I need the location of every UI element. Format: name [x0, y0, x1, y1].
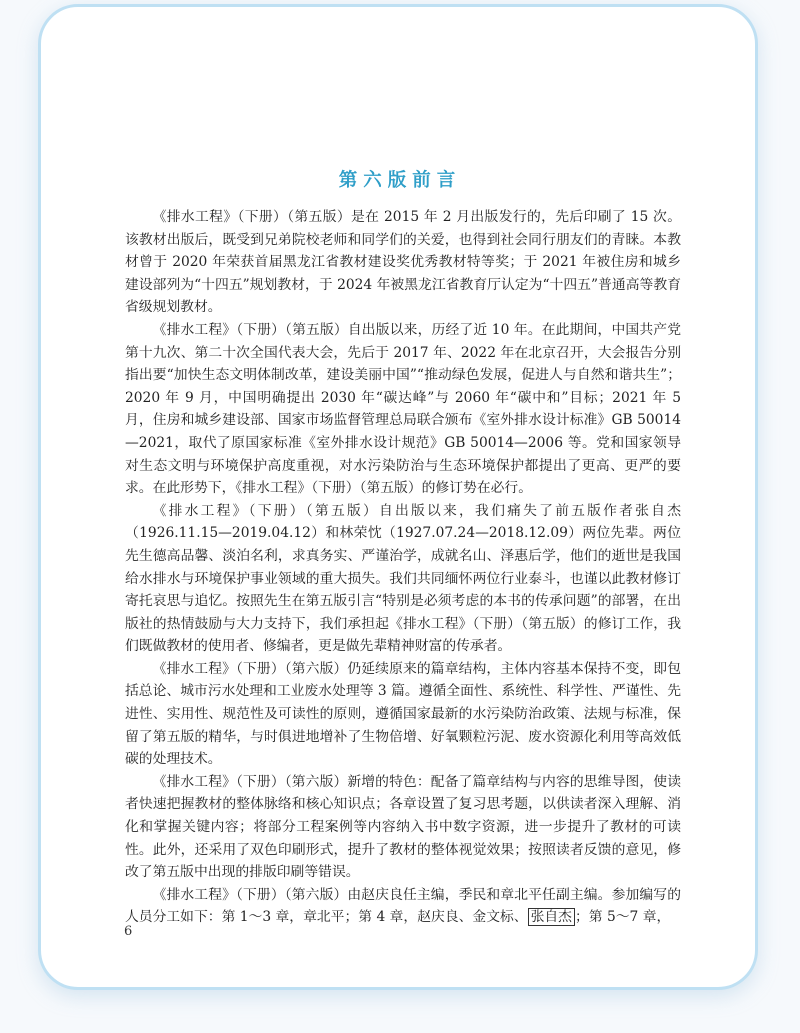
paragraph-6-tail: ；第 5～7 章， — [574, 909, 671, 926]
paragraph-2: 《排水工程》（下册）（第五版）自出版以来，历经了近 10 年。在此期间，中国共产党第十九次、第二十次全国代表大会，先后于 2017 年、2022 年在北京召开，大会报告分别指出要“加快生态文明体制改革，建设美丽中国”“推动绿色发展，促进人与自然和谐共生”；2020 年 9 月，中国明确提出 2030 年“碳达峰”与 2060 年“碳中和”目标；2021 年 5 月，住房和城乡建设部、国家市场监督管理总局联合颁布《室外排水设计标准》GB 50014—2021，取代了原国家标准《室外排水设计规范》GB 50014—2006 等。党和国家领导对生态文明与环境保护高度重视，对水污染防治与生态环境保护都提出了更高、更严的要求。在此形势下，《排水工程》（下册）（第五版）的修订势在必行。 — [125, 321, 681, 497]
paragraph-3: 《排水工程》（下册）（第五版）自出版以来，我们痛失了前五版作者张自杰（1926.11.15—2019.04.12）和林荣忱（1927.07.24—2018.12.09）两位先辈。两位先生德高品馨、淡泊名利，求真务实、严谨治学，成就名山、泽惠后学，他们的逝世是我国给水排水与环境保护事业领域的重大损失。我们共同缅怀两位行业泰斗，也谨以此教材修订寄托哀思与追忆。按照先生在第五版引言“特别是必须考虑的本书的传承问题”的部署，在出版社的热情鼓励与大力支持下，我们承担起《排水工程》（下册）（第五版）的修订工作，我们既做教材的使用者、修编者，更是做先辈精神财富的传承者。 — [125, 502, 681, 655]
paragraph-6-text: 《排水工程》（下册）（第六版）由赵庆良任主编，季民和章北平任副主编。参加编写的人员分工如下：第 1～3 章，章北平；第 4 章，赵庆良、金文标、 — [125, 886, 681, 926]
boxed-author-name: 张自杰 — [528, 908, 575, 926]
paragraph-5: 《排水工程》（下册）（第六版）新增的特色：配备了篇章结构与内容的思维导图，使读者快速把握教材的整体脉络和核心知识点；各章设置了复习思考题，以供读者深入理解、消化和掌握关键内容；将部分工程案例等内容纳入书中数字资源，进一步提升了教材的可读性。此外，还采用了双色印刷形式，提升了教材的整体视觉效果；按照读者反馈的意见，修改了第五版中出现的排版印刷等错误。 — [125, 773, 681, 881]
paragraph-6 — [125, 884, 681, 929]
paragraph-1: 《排水工程》（下册）（第五版）是在 2015 年 2 月出版发行的，先后印刷了 15 次。该教材出版后，既受到兄弟院校老师和同学们的关爱，也得到社会同行朋友们的青睐。本教材曾于 2020 年荣获首届黑龙江省教材建设奖优秀教材特等奖；于 2021 年被住房和城乡建设部列为“十四五”规划教材，于 2024 年被黑龙江省教育厅认定为“十四五”普通高等教育省级规划教材。 — [125, 209, 681, 316]
paragraph-4: 《排水工程》（下册）（第六版）仍延续原来的篇章结构，主体内容基本保持不变，即包括总论、城市污水处理和工业废水处理等 3 篇。遵循全面性、系统性、科学性、严谨性、先进性、实用性、规范性及可读性的原则，遵循国家最新的水污染防治政策、法规与标准，保留了第五版的精华，与时俱进地增补了生物倍增、好氧颗粒污泥、废水资源化利用等高效低碳的处理技术。 — [125, 660, 681, 768]
page-number: 6 — [124, 924, 133, 939]
page-title: 第六版前言 — [338, 170, 462, 191]
preface-body — [125, 206, 681, 929]
